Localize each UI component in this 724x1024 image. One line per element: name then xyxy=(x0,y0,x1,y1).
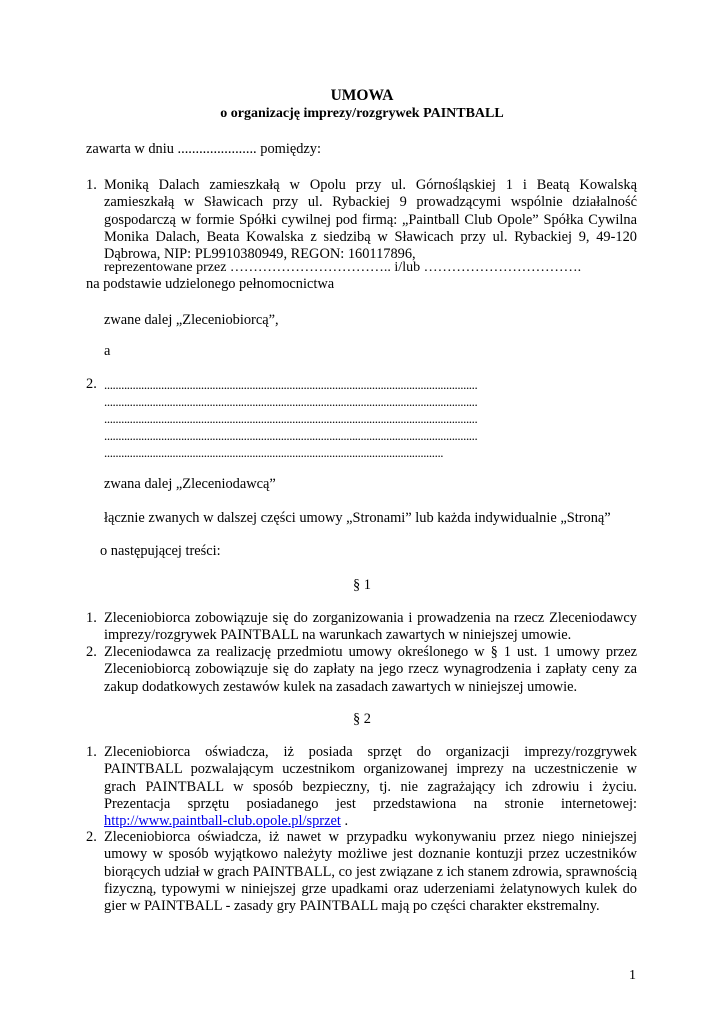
party2-line-2: ................................................................................................................................... xyxy=(104,394,478,409)
party2-line-5: ....................................................................................................................... xyxy=(104,445,444,460)
section1-item2-text: Zleceniodawca za realizację przedmiotu umowy określonego w § 1 ust. 1 umowy przez Zleceniobiorcą zobowiązuje się do zapłaty na jego rzecz wynagrodzenia i zapłaty ceny za zakup dodatkowych zestawów kulek na zasadach zawartych w niniejszej umowie. xyxy=(104,644,637,695)
page-number: 1 xyxy=(629,968,636,983)
party1-alias: zwane dalej „Zleceniobiorcą”, xyxy=(104,312,279,328)
party2-line-3: ................................................................................................................................... xyxy=(104,411,478,426)
jointly-clause: łącznie zwanych w dalszej części umowy „Stronami” lub każda indywidualnie „Stroną” xyxy=(104,510,611,526)
following-text: o następującej treści: xyxy=(100,543,221,559)
intro-line: zawarta w dniu ...................... pomiędzy: xyxy=(86,141,321,157)
party2-alias: zwana dalej „Zleceniodawcą” xyxy=(104,476,276,492)
section1-item2-number: 2. xyxy=(86,644,97,660)
party2-line-4: ................................................................................................................................... xyxy=(104,428,478,443)
party2-number: 2. xyxy=(86,376,97,392)
section1-item1-number: 1. xyxy=(86,610,97,626)
section2-item1-number: 1. xyxy=(86,744,97,760)
party1-number: 1. xyxy=(86,177,97,193)
section2-item1-tail: . xyxy=(340,813,349,830)
section2-item1-body: Zleceniobiorca oświadcza, iż posiada sprzęt do organizacji imprezy/rozgrywek PAINTBALL pozwalającym uczestnikom organizowanej imprezy na uczestniczenie w grach PAINTBALL w sposób bezpieczny, tj. nie zagrażający ich zdrowiu i życiu. Prezentacja sprzętu posiadanego jest przedstawiona na stronie internetowej: xyxy=(104,744,637,812)
party1-represented: reprezentowane przez …………………………….. i/lub ……………………………. xyxy=(104,260,582,275)
section2-item1-text xyxy=(104,744,637,830)
section2-item2-number: 2. xyxy=(86,829,97,845)
party2-line-1: ................................................................................................................................... xyxy=(104,377,478,392)
section1-heading: § 1 xyxy=(353,577,371,593)
section1-item1-text: Zleceniobiorca zobowiązuje się do zorganizowania i prowadzenia na rzecz Zleceniodawcy imprezy/rozgrywek PAINTBALL na warunkach zawartych w niniejszej umowie. xyxy=(104,610,637,644)
party1-basis: na podstawie udzielonego pełnomocnictwa xyxy=(86,276,335,292)
document-title: UMOWA xyxy=(330,87,394,104)
and-word: a xyxy=(104,343,111,359)
equipment-link[interactable]: http://www.paintball-club.opole.pl/sprzet xyxy=(104,813,341,830)
document-subtitle: o organizację imprezy/rozgrywek PAINTBALL xyxy=(220,106,504,121)
section2-heading: § 2 xyxy=(353,711,371,727)
section2-item2-text: Zleceniobiorca oświadcza, iż nawet w przypadku wykonywaniu przez niego niniejszej umowy w sposób wyjątkowo należyty możliwe jest doznanie kontuzji przez uczestników biorących udział w grach PAINTBALL, co jest związane z ich stanem zdrowia, sprawnością fizyczną, typowymi w niniejszej grze upadkami oraz uderzeniami żelatynowych kulek do gier w PAINTBALL - zasady gry PAINTBALL mają po części charakter ekstremalny. xyxy=(104,829,637,915)
party1-text: Moniką Dalach zamieszkałą w Opolu przy ul. Górnośląskiej 1 i Beatą Kowalską zamieszkałą w Sławicach przy ul. Rybackiej 9 prowadzącymi wspólnie działalność gospodarczą w formie Spółki cywilnej pod firmą: „Paintball Club Opole” Spółka Cywilna Monika Dalach, Beata Kowalska z siedzibą w Sławicach przy ul. Rybackiej 9, 49-120 Dąbrowa, NIP: PL9910380949, REGON: 160117896, xyxy=(104,177,637,263)
